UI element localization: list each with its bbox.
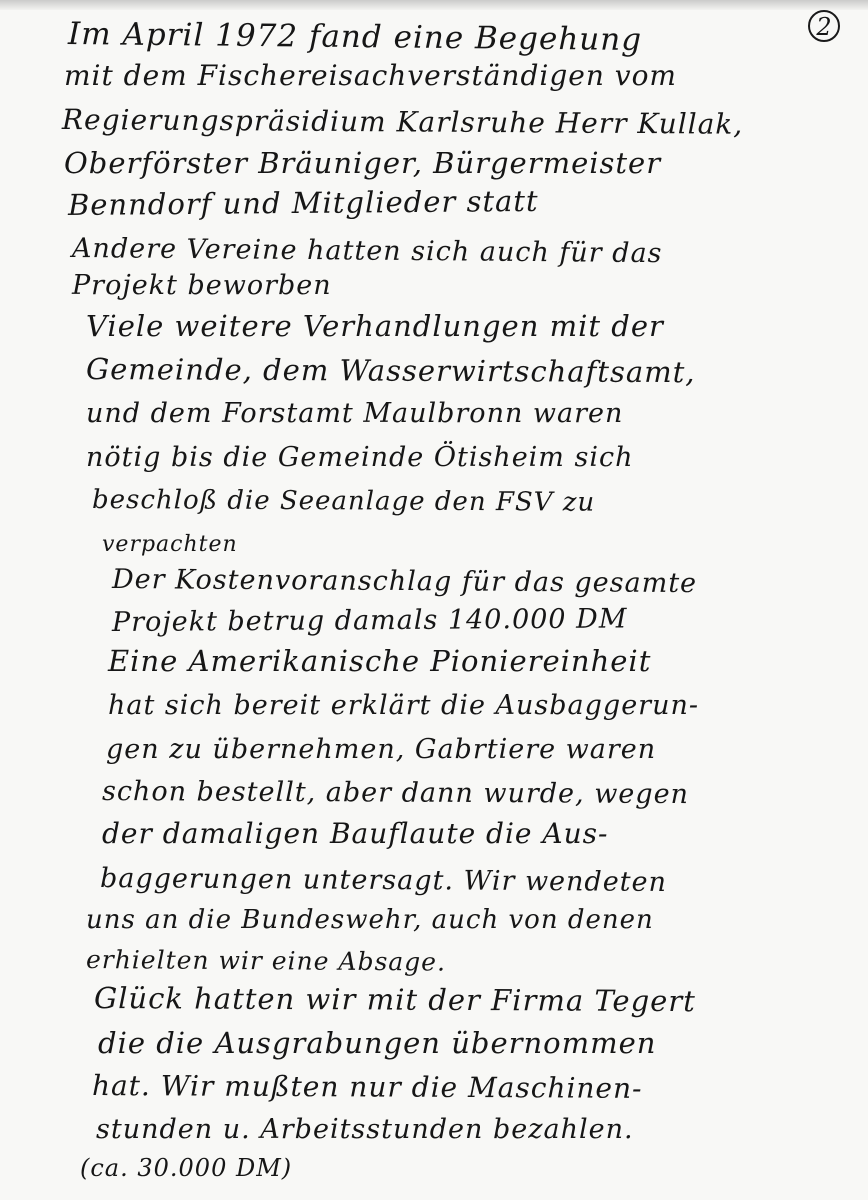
- text-line-3: Regierungspräsidium Karlsruhe Herr Kullak,: [61, 103, 744, 141]
- text-line-1: Im April 1972 fand eine Begehung: [67, 16, 643, 59]
- text-line-28: (ca. 30.000 DM): [80, 1154, 293, 1182]
- text-line-11: nötig bis die Gemeinde Ötisheim sich: [86, 442, 634, 473]
- text-line-27: stunden u. Arbeitsstunden bezahlen.: [96, 1114, 634, 1145]
- text-line-9: Gemeinde, dem Wasserwirtschaftsamt,: [85, 352, 696, 390]
- text-line-7: Projekt beworben: [72, 270, 332, 301]
- text-line-25: die die Ausgrabungen übernommen: [98, 1026, 657, 1060]
- text-line-12: beschloß die Seeanlage den FSV zu: [91, 485, 596, 518]
- text-line-17: hat sich bereit erklärt die Ausbaggerun-: [108, 690, 699, 721]
- text-line-2: mit dem Fischereisachverständigen vom: [64, 59, 677, 92]
- text-line-24: Glück hatten wir mit der Firma Tegert: [93, 981, 696, 1019]
- text-line-10: und dem Forstamt Maulbronn waren: [86, 398, 624, 429]
- text-line-21: baggerungen untersagt. Wir wendeten: [99, 863, 668, 898]
- text-line-20: der damaligen Bauflaute die Aus-: [102, 817, 609, 850]
- text-line-8: Viele weitere Verhandlungen mit der: [86, 309, 664, 343]
- text-line-23: erhielten wir eine Absage.: [85, 945, 447, 977]
- page-number: 2: [808, 10, 840, 42]
- text-line-13: verpachten: [102, 532, 238, 557]
- text-line-5: Benndorf und Mitglieder statt: [67, 183, 539, 222]
- scan-shadow-top: [0, 0, 868, 10]
- text-line-15: Projekt betrug damals 140.000 DM: [111, 603, 628, 638]
- text-line-22: uns an die Bundeswehr, auch von denen: [86, 905, 654, 935]
- text-line-4: Oberförster Bräuniger, Bürgermeister: [64, 146, 662, 180]
- text-line-6: Andere Vereine hatten sich auch für das: [71, 233, 663, 270]
- text-line-18: gen zu übernehmen, Gabrtiere waren: [106, 734, 657, 765]
- text-line-14: Der Kostenvoranschlag für das gesamte: [111, 564, 698, 600]
- text-line-26: hat. Wir mußten nur die Maschinen-: [91, 1069, 643, 1105]
- text-line-19: schon bestellt, aber dann wurde, wegen: [101, 776, 690, 811]
- text-line-16: Eine Amerikanische Pioniereinheit: [108, 644, 652, 678]
